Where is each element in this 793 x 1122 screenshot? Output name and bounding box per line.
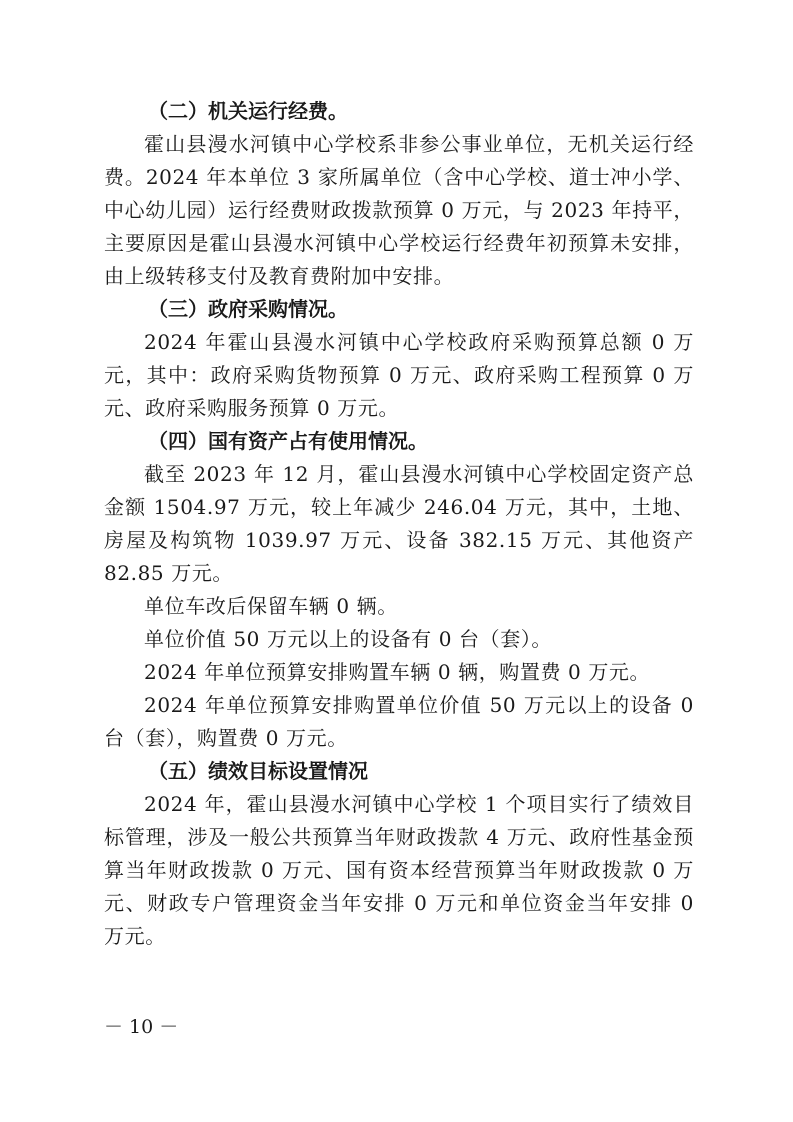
page-number: － 10 － [104,1016,179,1038]
paragraph-operating-expenses: 霍山县漫水河镇中心学校系非参公事业单位，无机关运行经费。2024 年本单位 3 家所属单位（含中心学校、道士冲小学、中心幼儿园）运行经费财政拨款预算 0 万元，与 2023 年持平，主要原因是霍山县漫水河镇中心学校运行经费年初预算未安排，由上级转移支付及教育费附加中安排。 [104,132,694,288]
paragraph-fixed-assets: 截至 2023 年 12 月，霍山县漫水河镇中心学校固定资产总金额 1504.97 万元，较上年减少 246.04 万元，其中，土地、房屋及构筑物 1039.97 万元、设备 382.15 万元、其他资产 82.85 万元。 [104,462,694,585]
paragraph-performance-targets: 2024 年，霍山县漫水河镇中心学校 1 个项目实行了绩效目标管理，涉及一般公共预算当年财政拨款 4 万元、政府性基金预算当年财政拨款 0 万元、国有资本经营预算当年财政拨款 0 万元、财政专户管理资金当年安排 0 万元和单位资金当年安排 0 万元。 [104,792,694,948]
section-heading-operating-expenses: （二）机关运行经费。 [148,99,348,123]
document-page [104,95,694,953]
paragraph-vehicle-purchase: 2024 年单位预算安排购置车辆 0 辆，购置费 0 万元。 [144,660,651,684]
paragraph-government-procurement: 2024 年霍山县漫水河镇中心学校政府采购预算总额 0 万元，其中：政府采购货物预算 0 万元、政府采购工程预算 0 万元、政府采购服务预算 0 万元。 [104,330,694,420]
section-heading-state-assets: （四）国有资产占有使用情况。 [148,429,428,453]
paragraph-equipment-over-50: 单位价值 50 万元以上的设备有 0 台（套）。 [144,627,553,651]
section-heading-performance-targets: （五）绩效目标设置情况 [148,759,368,783]
section-heading-government-procurement: （三）政府采购情况。 [148,297,348,321]
paragraph-retained-vehicles: 单位车改后保留车辆 0 辆。 [144,594,398,618]
paragraph-equipment-purchase: 2024 年单位预算安排购置单位价值 50 万元以上的设备 0 台（套），购置费 0 万元。 [104,693,694,750]
